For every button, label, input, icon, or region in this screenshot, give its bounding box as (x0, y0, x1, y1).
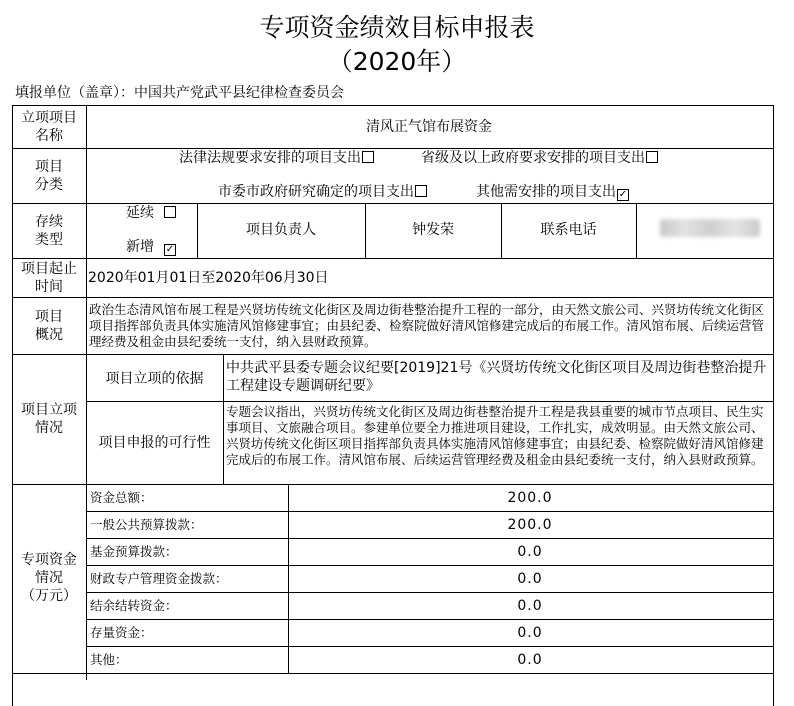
fund-total-label: 资金总额： (90, 490, 153, 505)
feasibility-text: 专题会议指出，兴贤坊传统文化街区及周边街巷整治提升工程是我县重要的城市节点项目、民生实事项目、文旅融合项目。参建单位要全力推进项目建设，工作扎实，成效明显。由天然文旅公司、兴贤坊传统文化街区项目指挥部负责具体实施清风馆修建事宜；由县纪委、检察院做好清风馆修建完成后的布展工作。清风馆布展、后续运营管理经费及租金由县纪委统一支付，纳入县财政预算。 (226, 404, 764, 467)
funds-label: 专项资金 情况 （万元） (21, 552, 77, 604)
status-option-new: 新增 ✓ (126, 239, 175, 255)
owner-value: 钟发荣 (412, 222, 454, 238)
checkbox-unchecked-icon[interactable] (164, 206, 176, 218)
checkbox-unchecked-icon[interactable] (646, 151, 658, 163)
fund-stock-value: 0.0 (517, 625, 543, 641)
basis-text: 中共武平县委专题会议纪要[2019]21号《兴贤坊传统文化街区项目及周边街巷整治提升工程建设专题调研纪要》 (226, 360, 767, 394)
fund-fund-budget-label: 基金预算拨款： (90, 544, 178, 559)
overview-label: 项目 概况 (35, 309, 63, 343)
checkbox-checked-icon[interactable]: ✓ (165, 244, 175, 255)
category-option-city: 市委市政府研究确定的项目支出 (218, 183, 427, 201)
overview-text: 政治生态清风馆布展工程是兴贤坊传统文化街区及周边街巷整治提升工程的一部分，由天然文旅公司、兴贤坊传统文化街区项目指挥部负责具体实施清风馆修建事宜；由县纪委、检察院做好清风馆修建完成后的布展工作。清风馆布展、后续运营管理经费及租金由县纪委统一支付，纳入县财政预算。 (89, 302, 765, 349)
fund-carryover-label: 结余结转资金： (90, 598, 178, 613)
fund-general-budget-value: 200.0 (507, 517, 553, 533)
project-name-value: 清风正气馆布展资金 (366, 119, 492, 135)
reporting-unit: 填报单位（盖章）：中国共产党武平县纪律检查委员会 (15, 85, 344, 101)
project-name-label: 立项项目 名称 (21, 110, 77, 144)
period-label: 项目起止 时间 (21, 261, 77, 295)
document-year: （2020年） (327, 47, 467, 76)
status-label: 存续 类型 (35, 214, 63, 248)
category-label: 项目 分类 (35, 159, 63, 193)
fund-other-label: 其他： (90, 652, 128, 667)
fund-carryover-value: 0.0 (517, 598, 543, 614)
phone-label: 联系电话 (540, 222, 597, 238)
approval-label: 项目立项 情况 (21, 402, 77, 436)
basis-label: 项目立项的依据 (105, 371, 204, 387)
phone-value-redacted (660, 219, 760, 237)
category-option-other: 其他需安排的项目支出 ✓ (476, 184, 628, 200)
status-option-continue: 延续 (126, 204, 176, 222)
fund-total-value: 200.0 (507, 490, 553, 506)
checkbox-checked-icon[interactable]: ✓ (618, 189, 628, 200)
checkbox-unchecked-icon[interactable] (415, 185, 427, 197)
fund-general-budget-label: 一般公共预算拨款： (90, 517, 203, 532)
fund-stock-label: 存量资金： (90, 625, 153, 640)
fund-other-value: 0.0 (517, 652, 543, 668)
fund-special-account-value: 0.0 (517, 571, 543, 587)
category-option-province: 省级及以上政府要求安排的项目支出 (421, 149, 658, 167)
document-title: 专项资金绩效目标申报表 (259, 13, 535, 42)
fund-special-account-label: 财政专户管理资金拨款： (90, 571, 228, 586)
category-option-law: 法律法规要求安排的项目支出 (179, 149, 374, 167)
feasibility-label: 项目申报的可行性 (98, 435, 211, 451)
owner-label: 项目负责人 (246, 222, 316, 238)
period-value: 2020年01月01日至2020年06月30日 (88, 270, 329, 286)
fund-fund-budget-value: 0.0 (517, 544, 543, 560)
checkbox-unchecked-icon[interactable] (362, 151, 374, 163)
